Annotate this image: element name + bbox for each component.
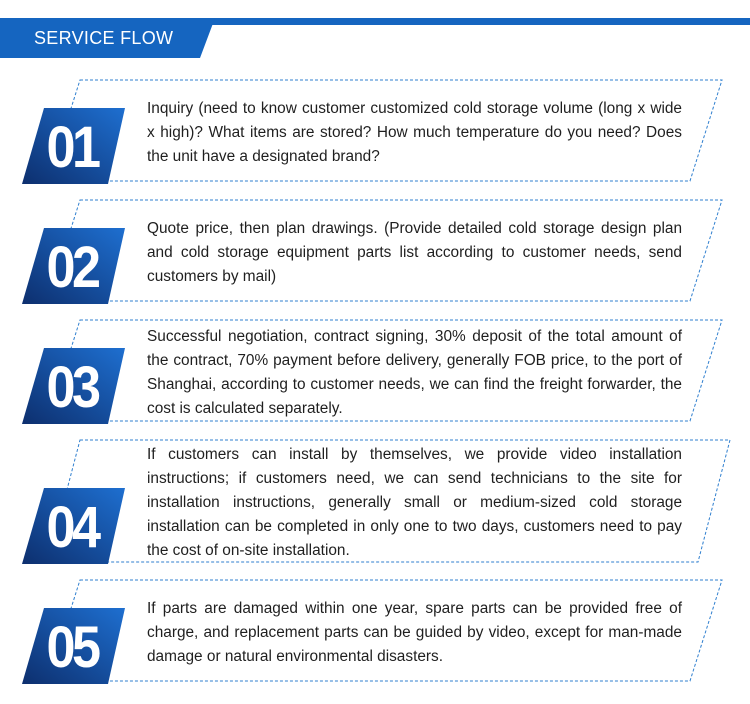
step-number: 02 bbox=[46, 235, 98, 300]
step-2 bbox=[0, 199, 750, 304]
step-3 bbox=[0, 319, 750, 424]
step-4 bbox=[0, 439, 750, 564]
page-title: SERVICE FLOW bbox=[34, 28, 174, 48]
step-text: Inquiry (need to know customer customized cold storage volume (long x wide x high)? What items are stored? How much temperature do you need? Does the unit have a designated brand? bbox=[147, 100, 682, 165]
step-1 bbox=[0, 79, 750, 184]
step-number: 03 bbox=[46, 355, 98, 420]
step-text: Successful negotiation, contract signing, 30% deposit of the total amount of the contract, 70% payment before delivery, generally FOB price, to the port of Shanghai, according to customer needs, we can find the freight forwarder, the cost is calculated separately. bbox=[147, 328, 682, 417]
step-number: 05 bbox=[46, 615, 98, 680]
step-text: Quote price, then plan drawings. (Provide detailed cold storage design plan and cold storage equipment parts list according to customer needs, send customers by mail) bbox=[147, 220, 682, 285]
step-5 bbox=[0, 579, 750, 684]
step-number: 01 bbox=[46, 115, 98, 180]
step-text: If parts are damaged within one year, spare parts can be provided free of charge, and replacement parts can be guided by video, except for man-made damage or natural environmental disasters. bbox=[147, 600, 682, 665]
step-number: 04 bbox=[46, 495, 98, 560]
step-text: If customers can install by themselves, we provide video installation instructions; if customers need, we can send technicians to the site for installation instructions, generally small or medium-sized cold storage installation can be completed in only one to two days, customers need to pay the cost of on-site installation. bbox=[147, 446, 682, 559]
